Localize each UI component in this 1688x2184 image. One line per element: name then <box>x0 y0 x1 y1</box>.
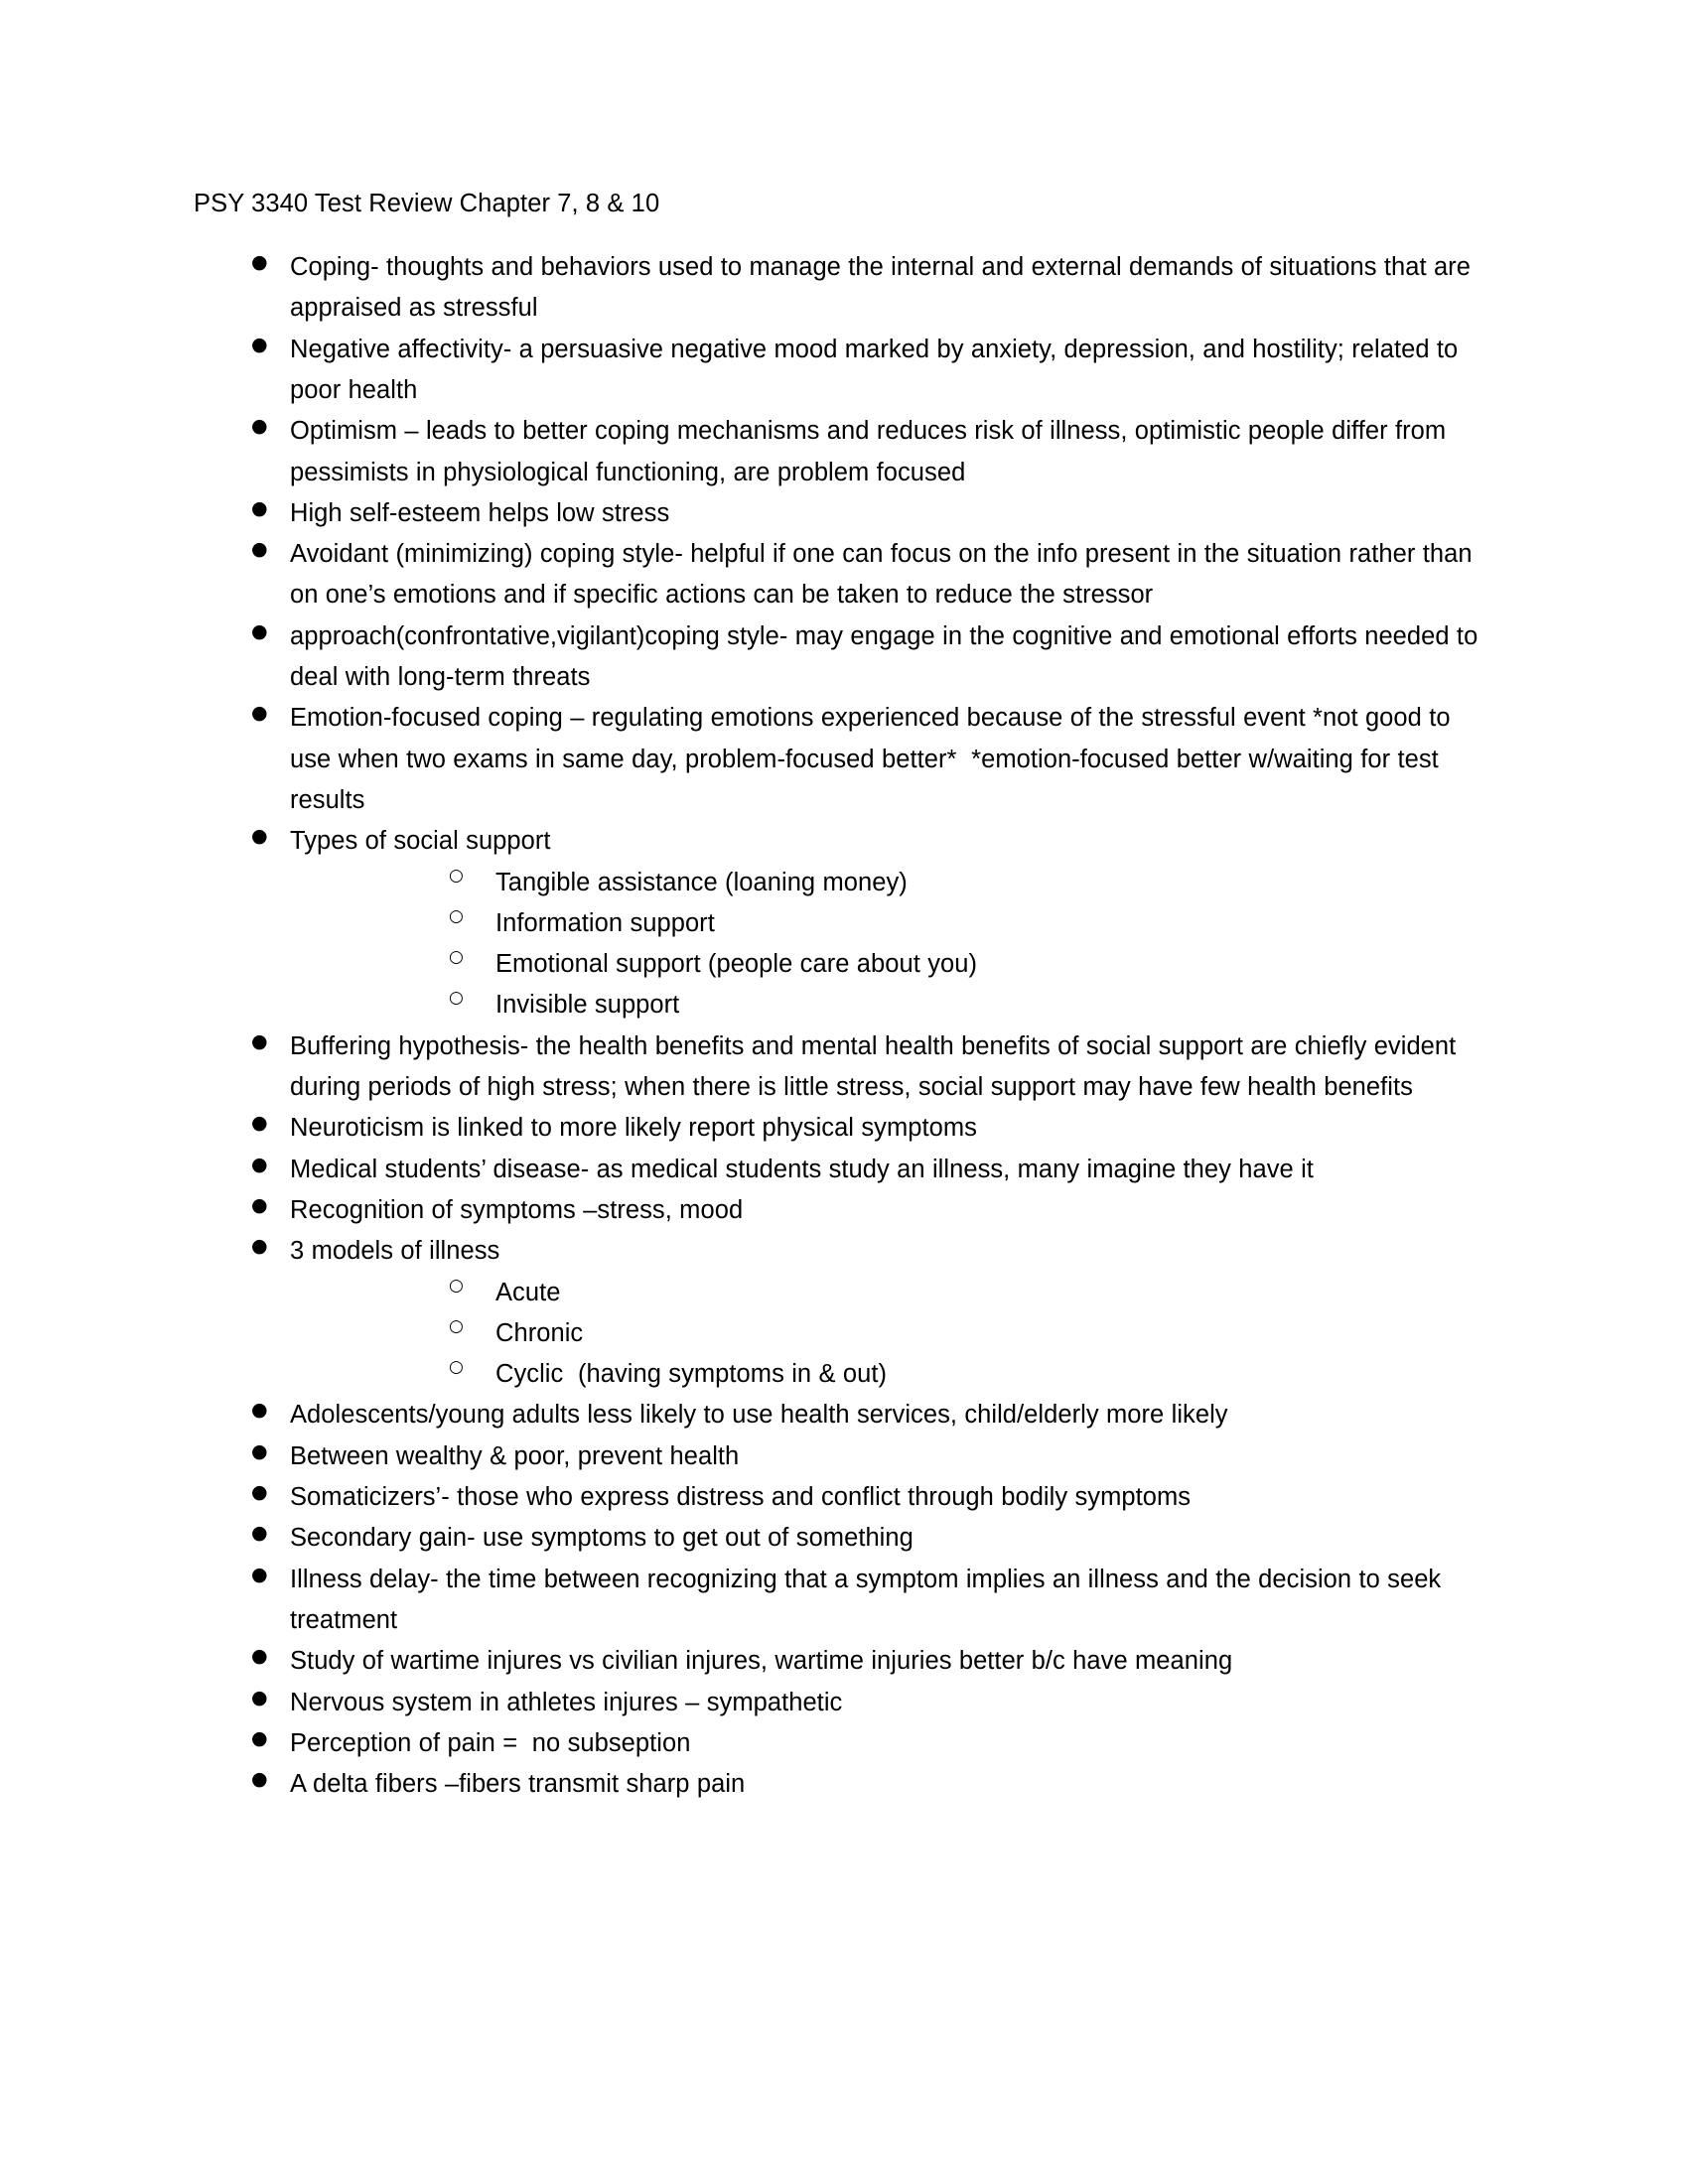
list-item <box>194 1190 1494 1231</box>
list-item <box>194 1150 1494 1190</box>
list-item-text: Between wealthy & poor, prevent health <box>290 1441 740 1470</box>
bullet-dot-icon: ● <box>251 1645 268 1668</box>
list-item-text: Somaticizers’- those who express distress and conflict through bodily symptoms <box>290 1483 1192 1512</box>
sub-list-item-text: Cyclic (having symptoms in & out) <box>495 1360 888 1389</box>
bullet-circle-icon: ○ <box>449 988 464 1009</box>
list-item-text: Types of social support <box>290 827 551 856</box>
list-item-text: Secondary gain- use symptoms to get out of something <box>290 1524 914 1553</box>
list-item <box>194 1231 1494 1395</box>
bullet-circle-icon: ○ <box>449 1315 464 1336</box>
sub-list-item <box>290 1313 1494 1354</box>
list-item <box>194 1477 1494 1518</box>
list-item-text: Avoidant (minimizing) coping style- helpful if one can focus on the info present in the situation rather than on one’s emotions and if specific actions can be taken to reduce the stressor <box>290 540 1479 610</box>
list-item <box>194 534 1494 616</box>
bullet-dot-icon: ● <box>251 1193 268 1216</box>
review-notes-list <box>194 247 1494 1805</box>
bullet-dot-icon: ● <box>251 1153 268 1175</box>
list-item-text: Adolescents/young adults less likely to use health services, child/elderly more likely <box>290 1401 1228 1430</box>
list-item <box>194 1764 1494 1805</box>
bullet-dot-icon: ● <box>251 415 268 438</box>
sub-list-item-text: Chronic <box>495 1318 584 1347</box>
list-item <box>194 330 1494 412</box>
sub-list-item <box>290 863 1494 903</box>
list-item-text: Negative affectivity- a persuasive negative mood marked by anxiety, depression, and hostility; related to poor health <box>290 335 1466 404</box>
sub-list-item-text: Tangible assistance (loaning money) <box>495 868 908 896</box>
bullet-dot-icon: ● <box>251 1112 268 1135</box>
document-body <box>194 189 1494 1805</box>
list-item <box>194 247 1494 330</box>
list-item-text: Recognition of symptoms –stress, mood <box>290 1195 744 1224</box>
list-item-text: High self-esteem helps low stress <box>290 498 670 527</box>
list-item-text: Emotion-focused coping – regulating emotions experienced because of the stressful event *not good to use when two exams in same day, problem-focused better* *emotion-focused better w/waiting for test results <box>290 704 1458 814</box>
list-item-text: Neuroticism is linked to more likely report physical symptoms <box>290 1114 977 1143</box>
list-item-text: 3 models of illness <box>290 1237 500 1266</box>
list-item <box>194 411 1494 493</box>
list-item-text: Medical students’ disease- as medical students study an illness, many imagine they have it <box>290 1155 1314 1183</box>
sub-list-item-text: Invisible support <box>495 991 680 1020</box>
sub-list-item <box>290 1354 1494 1395</box>
sub-list-item <box>290 903 1494 944</box>
sub-list-item-text: Information support <box>495 908 715 937</box>
bullet-dot-icon: ● <box>251 1235 268 1258</box>
list-item <box>194 616 1494 699</box>
list-item <box>194 1395 1494 1435</box>
list-item-text: Optimism – leads to better coping mechanisms and reduces risk of illness, optimistic people differ from pessimists in physiological functioning, are problem focused <box>290 417 1454 486</box>
list-item-text: Illness delay- the time between recognizing that a symptom implies an illness and the decision to seek treatment <box>290 1565 1449 1634</box>
bullet-dot-icon: ● <box>251 1439 268 1462</box>
bullet-dot-icon: ● <box>251 1726 268 1749</box>
list-item <box>194 821 1494 1025</box>
bullet-dot-icon: ● <box>251 1522 268 1545</box>
bullet-dot-icon: ● <box>251 333 268 355</box>
list-item <box>194 1436 1494 1477</box>
bullet-dot-icon: ● <box>251 1563 268 1585</box>
bullet-dot-icon: ● <box>251 1768 268 1791</box>
bullet-circle-icon: ○ <box>449 947 464 968</box>
bullet-dot-icon: ● <box>251 619 268 642</box>
list-item-text: approach(confrontative,vigilant)coping style- may engage in the cognitive and emotional efforts needed to deal with long-term threats <box>290 621 1485 692</box>
list-item <box>194 698 1494 821</box>
bullet-dot-icon: ● <box>251 251 268 274</box>
list-item-text: Study of wartime injures vs civilian injures, wartime injuries better b/c have meaning <box>290 1647 1233 1676</box>
list-item-text: Nervous system in athletes injures – sympathetic <box>290 1688 843 1716</box>
list-item <box>194 1641 1494 1682</box>
sub-list-item-text: Acute <box>495 1278 561 1306</box>
sub-list <box>290 863 1494 1026</box>
sub-list-item <box>290 1273 1494 1313</box>
bullet-dot-icon: ● <box>251 1481 268 1504</box>
bullet-circle-icon: ○ <box>449 905 464 926</box>
list-item-text: Coping- thoughts and behaviors used to manage the internal and external demands of situations that are appraised as stressful <box>290 253 1478 323</box>
list-item <box>194 1723 1494 1764</box>
bullet-dot-icon: ● <box>251 538 268 561</box>
bullet-dot-icon: ● <box>251 1399 268 1422</box>
list-item-text: A delta fibers –fibers transmit sharp pain <box>290 1770 746 1799</box>
sub-list-item <box>290 985 1494 1025</box>
list-item <box>194 1108 1494 1149</box>
sub-list-item <box>290 944 1494 985</box>
list-item <box>194 493 1494 534</box>
list-item <box>194 1518 1494 1559</box>
bullet-dot-icon: ● <box>251 1029 268 1052</box>
bullet-dot-icon: ● <box>251 825 268 848</box>
bullet-dot-icon: ● <box>251 496 268 519</box>
list-item-text: Perception of pain = no subseption <box>290 1728 691 1757</box>
bullet-circle-icon: ○ <box>449 865 464 886</box>
page-title: PSY 3340 Test Review Chapter 7, 8 & 10 <box>194 190 660 217</box>
bullet-dot-icon: ● <box>251 702 268 725</box>
list-item <box>194 1560 1494 1642</box>
sub-list-item-text: Emotional support (people care about you) <box>495 950 978 979</box>
bullet-circle-icon: ○ <box>449 1357 464 1378</box>
bullet-dot-icon: ● <box>251 1686 268 1708</box>
list-item <box>194 1683 1494 1723</box>
list-item <box>194 1026 1494 1109</box>
bullet-circle-icon: ○ <box>449 1275 464 1296</box>
sub-list <box>290 1273 1494 1396</box>
list-item-text: Buffering hypothesis- the health benefits and mental health benefits of social support are chiefly evident during periods of high stress; when there is little stress, social support may have few health benefits <box>290 1031 1464 1102</box>
